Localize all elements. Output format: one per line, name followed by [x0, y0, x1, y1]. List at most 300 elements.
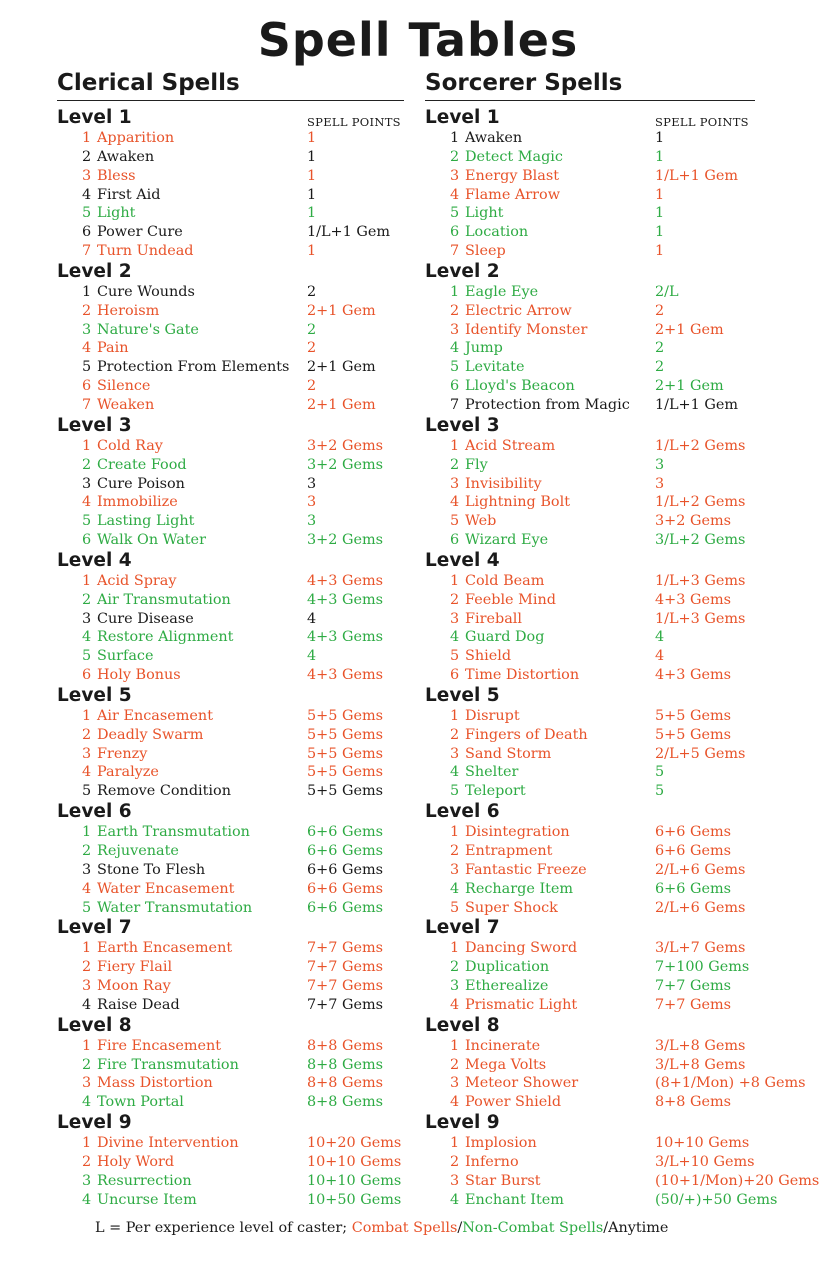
spell-row [425, 1037, 755, 1056]
spell-name: Cure Poison [97, 475, 185, 492]
spell-row [57, 531, 404, 550]
spell-cost: 7+7 Gems [655, 996, 731, 1013]
spell-row [57, 396, 404, 415]
level-label: Level 3 [425, 414, 500, 436]
spell-name: Disrupt [465, 707, 520, 724]
spell-row [57, 977, 404, 996]
spell-row [57, 283, 404, 302]
spell-number: 4 [82, 764, 92, 781]
spell-name: Cold Ray [97, 437, 163, 454]
spell-number: 2 [450, 456, 460, 473]
spell-name: Silence [97, 378, 151, 395]
spell-cost: 1/L+1 Gem [655, 167, 739, 184]
spell-number: 1 [450, 707, 460, 724]
spell-name: Cold Beam [465, 572, 545, 589]
spell-name: Fire Transmutation [97, 1056, 239, 1073]
spell-row [425, 880, 755, 899]
spell-row [57, 842, 404, 861]
spell-name: Location [465, 224, 529, 241]
spell-cost: 2/L+6 Gems [655, 899, 746, 916]
spell-cost: 5+5 Gems [307, 707, 383, 724]
spell-number: 3 [82, 861, 92, 878]
spell-name: Fingers of Death [465, 726, 588, 743]
level-heading [425, 801, 755, 823]
spell-number: 1 [82, 572, 92, 589]
spell-row [425, 647, 755, 666]
spell-cost: 6+6 Gems [307, 861, 383, 878]
spell-row [425, 1093, 755, 1112]
spell-number: 1 [82, 940, 92, 957]
spell-cost: 10+10 Gems [307, 1172, 402, 1189]
spell-cost: 1 [307, 186, 317, 203]
spell-number: 3 [82, 745, 92, 762]
spell-number: 2 [450, 959, 460, 976]
spell-number: 4 [82, 1191, 92, 1208]
spell-cost: 4 [307, 610, 317, 627]
spell-cost: 8+8 Gems [307, 1056, 383, 1073]
spell-name: Moon Ray [97, 978, 171, 995]
spell-row [57, 456, 404, 475]
spell-number: 7 [82, 243, 92, 260]
spell-row [425, 283, 755, 302]
spell-name: Cure Disease [97, 610, 194, 627]
spell-name: Etherealize [465, 978, 549, 995]
spell-row [57, 763, 404, 782]
spell-name: Shelter [465, 764, 519, 781]
spell-number: 4 [450, 629, 460, 646]
spell-number: 1 [450, 1037, 460, 1054]
spell-cost: 5 [655, 783, 665, 800]
spell-cost: 5 [655, 764, 665, 781]
spell-cost: 2+1 Gem [307, 302, 376, 319]
spell-number: 1 [450, 1135, 460, 1152]
spell-row [57, 167, 404, 186]
spell-number: 3 [82, 610, 92, 627]
spell-name: Resurrection [97, 1172, 192, 1189]
spell-name: Lasting Light [97, 513, 195, 530]
spell-cost: 7+100 Gems [655, 959, 750, 976]
level-label: Level 5 [57, 684, 132, 706]
spell-number: 4 [450, 1191, 460, 1208]
spell-row [57, 512, 404, 531]
spell-number: 6 [450, 532, 460, 549]
spell-number: 3 [82, 475, 92, 492]
spell-cost: 1 [307, 148, 317, 165]
spell-name: Divine Intervention [97, 1135, 239, 1152]
level-label: Level 6 [425, 801, 500, 823]
spell-number: 6 [82, 224, 92, 241]
spell-name: Light [97, 205, 136, 222]
spell-name: Recharge Item [465, 880, 574, 897]
level-label: Level 7 [425, 917, 500, 939]
spell-number: 4 [82, 629, 92, 646]
spell-name: Power Shield [465, 1094, 562, 1111]
level-label: Level 9 [425, 1112, 500, 1134]
legend-anytime: Anytime [608, 1220, 669, 1236]
spell-number: 7 [450, 396, 460, 413]
spell-row [57, 437, 404, 456]
spell-row [425, 782, 755, 801]
spell-number: 1 [450, 283, 460, 300]
spell-name: Water Transmutation [97, 899, 253, 916]
spell-cost: 2 [307, 340, 317, 357]
spell-cost: 8+8 Gems [655, 1094, 731, 1111]
spell-cost: 3 [655, 475, 665, 492]
spell-name: First Aid [97, 186, 161, 203]
spell-name: Disintegration [465, 824, 570, 841]
level-heading [57, 917, 404, 939]
spell-number: 6 [82, 667, 92, 684]
spell-name: Feeble Mind [465, 591, 556, 608]
spell-name: Implosion [465, 1135, 537, 1152]
spell-cost: 1 [307, 205, 317, 222]
spell-row [57, 204, 404, 223]
spell-number: 6 [450, 378, 460, 395]
spell-name: Holy Word [97, 1153, 175, 1170]
spell-name: Flame Arrow [465, 186, 561, 203]
spell-cost: 4+3 Gems [307, 591, 383, 608]
spell-number: 4 [450, 340, 460, 357]
spell-cost: 1 [655, 205, 665, 222]
spell-name: Walk On Water [97, 532, 206, 549]
spell-number: 2 [450, 726, 460, 743]
spell-name: Air Transmutation [97, 591, 231, 608]
spell-cost: 2/L+5 Gems [655, 745, 746, 762]
spell-cost: 3+2 Gems [655, 513, 731, 530]
spell-number: 5 [82, 648, 92, 665]
spell-cost: 1 [307, 130, 317, 146]
spell-number: 3 [450, 978, 460, 995]
spell-number: 2 [450, 302, 460, 319]
spell-cost: 3 [307, 513, 317, 530]
legend-separator: / [457, 1220, 463, 1236]
spell-name: Apparition [97, 130, 175, 146]
spell-name: Fly [465, 456, 488, 473]
spell-cost: 2/L+6 Gems [655, 861, 746, 878]
spell-cost: 10+20 Gems [307, 1135, 402, 1152]
spell-cost: 8+8 Gems [307, 1094, 383, 1111]
spell-row [425, 823, 755, 842]
level-heading [57, 107, 404, 129]
spell-cost: 2 [307, 283, 317, 300]
spell-number: 2 [82, 148, 92, 165]
spell-row [425, 628, 755, 647]
spell-cost: 10+50 Gems [307, 1191, 402, 1208]
spell-cost: 6+6 Gems [307, 899, 383, 916]
spell-row [57, 880, 404, 899]
spell-name: Levitate [465, 359, 525, 376]
spell-cost: 5+5 Gems [307, 764, 383, 781]
spell-cost: 4 [655, 629, 665, 646]
spell-name: Lightning Bolt [465, 494, 570, 511]
spell-number: 5 [450, 648, 460, 665]
spell-number: 1 [82, 707, 92, 724]
spell-name: Incinerate [465, 1037, 541, 1054]
level-label: Level 8 [425, 1014, 500, 1036]
spell-name: Guard Dog [465, 629, 545, 646]
spell-row [425, 148, 755, 167]
spell-number: 4 [82, 880, 92, 897]
spell-cost: (8+1/Mon) +8 Gems [655, 1075, 806, 1092]
spell-name: Frenzy [97, 745, 148, 762]
spell-number: 2 [82, 843, 92, 859]
spell-name: Earth Encasement [97, 940, 233, 957]
spell-row [57, 628, 404, 647]
level-label: Level 5 [425, 684, 500, 706]
level-heading [57, 415, 404, 437]
spell-cost: 1/L+3 Gems [655, 610, 746, 627]
spell-cost: 1 [655, 148, 665, 165]
spell-number: 4 [450, 186, 460, 203]
spell-cost: 10+10 Gems [655, 1135, 750, 1152]
spell-row [57, 726, 404, 745]
level-heading [57, 801, 404, 823]
spell-row [57, 591, 404, 610]
spell-number: 2 [450, 843, 460, 859]
spell-number: 4 [450, 764, 460, 781]
spell-number: 5 [450, 359, 460, 376]
spell-cost: 5+5 Gems [307, 726, 383, 743]
spell-name: Acid Stream [465, 437, 556, 454]
level-label: Level 6 [57, 801, 132, 823]
spell-row [425, 610, 755, 629]
spell-name: Awaken [97, 148, 155, 165]
spell-row [425, 1172, 820, 1191]
spell-cost: 2/L [655, 283, 679, 300]
level-label: Level 1 [425, 107, 500, 128]
spell-name: Fiery Flail [97, 959, 173, 976]
spell-row [425, 377, 755, 396]
spell-number: 1 [450, 437, 460, 454]
spell-number: 5 [82, 359, 92, 376]
spell-number: 1 [450, 572, 460, 589]
spell-cost: 7+7 Gems [655, 978, 731, 995]
spell-cost: 1 [655, 224, 665, 241]
level-heading [425, 917, 755, 939]
spell-cost: 1 [655, 186, 665, 203]
spell-row [425, 1074, 806, 1093]
spell-row [425, 493, 755, 512]
spell-row [57, 647, 404, 666]
legend-combat: Combat Spells [351, 1220, 458, 1236]
level-label: Level 4 [425, 549, 500, 571]
spell-row [425, 204, 755, 223]
spell-name: Dancing Sword [465, 940, 578, 957]
spell-number: 3 [450, 475, 460, 492]
spell-number: 4 [450, 880, 460, 897]
spell-number: 1 [82, 1135, 92, 1152]
spell-cost: 4+3 Gems [655, 667, 731, 684]
page-title: Spell Tables [257, 13, 579, 67]
spell-row [425, 242, 755, 261]
level-heading [425, 415, 755, 437]
spell-row [425, 167, 755, 186]
spell-row [57, 1191, 404, 1210]
spell-cost: 3/L+7 Gems [655, 940, 746, 957]
spell-row [425, 1056, 755, 1075]
spell-row [57, 1074, 404, 1093]
spell-cost: 4 [655, 648, 665, 665]
spell-row [425, 707, 755, 726]
spell-name: Star Burst [465, 1172, 541, 1189]
spell-number: 6 [82, 532, 92, 549]
spell-number: 3 [82, 1172, 92, 1189]
spell-cost: (10+1/Mon)+20 Gems [655, 1172, 820, 1189]
spell-row [57, 861, 404, 880]
spell-name: Duplication [465, 959, 550, 976]
spell-name: Immobilize [97, 494, 178, 511]
spell-cost: 2+1 Gem [307, 359, 376, 376]
spell-row [425, 666, 755, 685]
spell-name: Weaken [97, 396, 155, 413]
spell-cost: 1/L+1 Gem [655, 396, 739, 413]
spell-number: 3 [450, 1075, 460, 1092]
spell-number: 2 [82, 959, 92, 976]
spell-row [57, 1037, 404, 1056]
spell-name: Deadly Swarm [97, 726, 204, 743]
level-label: Level 3 [57, 414, 132, 436]
spell-name: Uncurse Item [97, 1191, 197, 1208]
spell-number: 3 [450, 167, 460, 184]
spell-number: 7 [82, 396, 92, 413]
spell-name: Bless [97, 167, 136, 184]
spell-cost: 7+7 Gems [307, 959, 383, 976]
spell-row [57, 377, 404, 396]
spell-number: 4 [82, 1094, 92, 1111]
level-label: Level 1 [57, 107, 132, 128]
spell-number: 5 [82, 205, 92, 222]
spell-number: 1 [82, 437, 92, 454]
spell-row [57, 610, 404, 629]
spell-name: Electric Arrow [465, 302, 572, 319]
spell-cost: 3/L+2 Gems [655, 532, 746, 549]
spell-name: Water Encasement [97, 880, 235, 897]
spell-cost: 2+1 Gem [655, 378, 724, 395]
spell-name: Awaken [465, 130, 523, 146]
level-heading [57, 261, 404, 283]
spell-row [57, 129, 404, 148]
spell-row [425, 456, 755, 475]
spell-cost: 4+3 Gems [655, 591, 731, 608]
spell-row [57, 186, 404, 205]
spell-row [425, 763, 755, 782]
level-label: Level 2 [425, 260, 500, 282]
spell-number: 3 [450, 861, 460, 878]
spell-name: Power Cure [97, 224, 183, 241]
spell-row [425, 339, 755, 358]
spell-cost: 6+6 Gems [307, 824, 383, 841]
spell-name: Town Portal [97, 1094, 184, 1111]
spell-cost: 5+5 Gems [307, 783, 383, 800]
spell-cost: 2 [655, 359, 665, 376]
spell-points-header: SPELL POINTS [307, 115, 401, 129]
spell-name: Earth Transmutation [97, 824, 250, 841]
spell-row [425, 321, 755, 340]
spell-cost: 3 [655, 456, 665, 473]
spell-name: Invisibility [465, 475, 542, 492]
spell-cost: 3/L+8 Gems [655, 1056, 746, 1073]
spell-number: 3 [82, 167, 92, 184]
spell-number: 4 [450, 494, 460, 511]
spell-number: 2 [450, 591, 460, 608]
spell-row [57, 666, 404, 685]
spell-row [57, 242, 404, 261]
spell-cost: 6+6 Gems [655, 824, 731, 841]
spell-cost: 4+3 Gems [307, 572, 383, 589]
spell-cost: 4+3 Gems [307, 667, 383, 684]
spell-name: Nature's Gate [97, 321, 199, 338]
spell-row [57, 939, 404, 958]
spell-name: Heroism [97, 302, 160, 319]
spell-number: 4 [450, 996, 460, 1013]
spell-row [57, 782, 404, 801]
spell-cost: 8+8 Gems [307, 1075, 383, 1092]
spell-cost: 5+5 Gems [655, 707, 731, 724]
spell-row [425, 531, 755, 550]
spell-row [57, 493, 404, 512]
spell-name: Paralyze [97, 764, 159, 781]
spell-name: Raise Dead [97, 996, 180, 1013]
spell-name: Lloyd's Beacon [465, 378, 575, 395]
spell-row [425, 745, 755, 764]
spell-cost: 3/L+8 Gems [655, 1037, 746, 1054]
spell-number: 3 [82, 1075, 92, 1092]
spell-row [57, 1093, 404, 1112]
spell-name: Acid Spray [97, 572, 177, 589]
spell-name: Energy Blast [465, 167, 560, 184]
spell-row [57, 339, 404, 358]
level-heading [425, 1112, 755, 1134]
spell-name: Teleport [465, 783, 526, 800]
spell-cost: 1 [655, 130, 665, 146]
spell-cost: 1/L+2 Gems [655, 437, 746, 454]
spell-cost: 4+3 Gems [307, 629, 383, 646]
spell-number: 1 [450, 130, 460, 146]
spell-row [425, 475, 755, 494]
spell-row [57, 707, 404, 726]
spell-cost: 6+6 Gems [655, 880, 731, 897]
level-heading [57, 1112, 404, 1134]
spell-row [425, 396, 755, 415]
spell-row [425, 437, 755, 456]
spell-cost: 3 [307, 494, 317, 511]
spell-row [425, 996, 755, 1015]
sorcerer-spells-column [425, 68, 820, 1210]
spell-name: Super Shock [465, 899, 558, 916]
spell-name: Shield [465, 648, 512, 665]
spell-number: 3 [450, 745, 460, 762]
spell-cost: (50/+)+50 Gems [655, 1191, 778, 1208]
spell-number: 1 [450, 824, 460, 841]
spell-row [425, 899, 755, 918]
spell-name: Turn Undead [97, 243, 194, 260]
spell-cost: 7+7 Gems [307, 940, 383, 957]
spell-row [57, 475, 404, 494]
spell-name: Mass Distortion [97, 1075, 213, 1092]
level-label: Level 4 [57, 549, 132, 571]
spell-name: Entrapment [465, 843, 553, 859]
spell-number: 2 [82, 302, 92, 319]
spell-cost: 7+7 Gems [307, 978, 383, 995]
spell-row [57, 321, 404, 340]
spell-number: 4 [82, 494, 92, 511]
spell-row [425, 1191, 778, 1210]
level-heading [425, 261, 755, 283]
spell-cost: 3+2 Gems [307, 456, 383, 473]
spell-name: Wizard Eye [465, 532, 549, 549]
spell-name: Create Food [97, 456, 187, 473]
spell-row [57, 745, 404, 764]
